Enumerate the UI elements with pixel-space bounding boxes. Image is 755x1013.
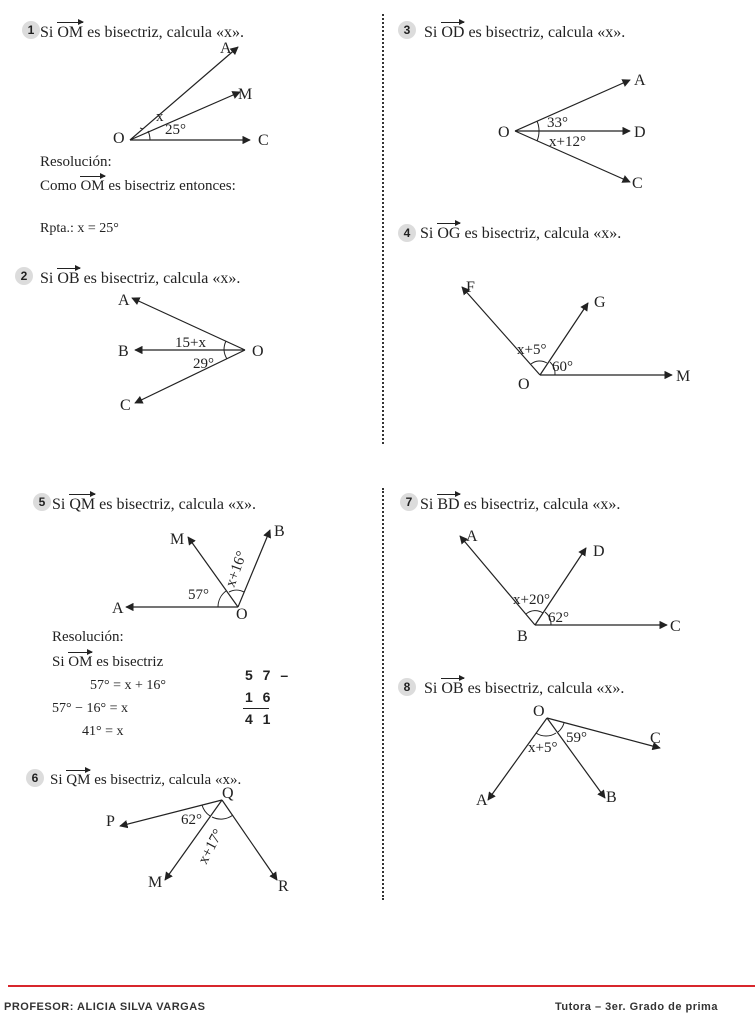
p7-label-D: D bbox=[593, 543, 605, 560]
p5-step-2: 57° − 16° = x bbox=[52, 701, 128, 716]
statement-text: Si bbox=[424, 680, 442, 697]
p3-label-C: C bbox=[632, 175, 643, 192]
footer-teacher: PROFESOR: ALICIA SILVA VARGAS bbox=[4, 1001, 206, 1013]
statement-text: Si bbox=[40, 270, 58, 287]
p1-label-C: C bbox=[258, 132, 269, 149]
p7-label-C: C bbox=[670, 618, 681, 635]
statement-text: es bisectriz, calcula «x». bbox=[459, 496, 621, 513]
statement-text: Si bbox=[52, 654, 69, 670]
problem-1-number: 1 bbox=[22, 21, 40, 39]
problem-5-number: 5 bbox=[33, 493, 51, 511]
p6-label-Q: Q bbox=[222, 785, 234, 802]
p6-label-P: P bbox=[106, 813, 115, 830]
p1-label-angle: 25° bbox=[165, 122, 186, 138]
footer-rule bbox=[8, 985, 755, 987]
statement-text: es bisectriz, calcula «x». bbox=[460, 225, 622, 242]
p1-label-M: M bbox=[238, 86, 253, 103]
ray-notation: OM bbox=[57, 21, 83, 42]
p2-label-B: B bbox=[118, 343, 129, 360]
p2-label-C: C bbox=[120, 397, 131, 414]
p6-label-left: 62° bbox=[181, 812, 202, 828]
p6-label-right: x+17° bbox=[195, 826, 227, 867]
ray-notation: QM bbox=[66, 769, 90, 789]
ray-notation: OB bbox=[57, 267, 79, 288]
problem-2-number: 2 bbox=[15, 267, 33, 285]
ray-notation: OM bbox=[68, 651, 92, 671]
p6-label-R: R bbox=[278, 878, 289, 895]
problem-6-number: 6 bbox=[26, 769, 44, 787]
p7-label-B: B bbox=[517, 628, 528, 645]
p4-label-right: 60° bbox=[552, 359, 573, 375]
statement-text: Si bbox=[420, 225, 438, 242]
ray-notation: OD bbox=[441, 21, 464, 42]
statement-text: Como bbox=[40, 178, 81, 194]
p1-resolution-title: Resolución: bbox=[40, 154, 112, 170]
statement-text: Si bbox=[40, 24, 58, 41]
p5-label-M: M bbox=[170, 531, 185, 548]
p5-label-B: B bbox=[274, 523, 285, 540]
statement-text: Si bbox=[424, 24, 442, 41]
statement-text: es bisectriz, calcula «x». bbox=[464, 24, 626, 41]
p8-label-right: 59° bbox=[566, 730, 587, 746]
p8-label-B: B bbox=[606, 789, 617, 806]
p8-label-left: x+5° bbox=[528, 740, 558, 756]
statement-text: es bisectriz bbox=[92, 654, 164, 670]
p8-label-A: A bbox=[476, 792, 488, 809]
p3-label-top: 33° bbox=[547, 115, 568, 131]
p4-label-left: x+5° bbox=[517, 342, 547, 358]
problem-7-number: 7 bbox=[400, 493, 418, 511]
p3-label-A: A bbox=[634, 72, 646, 89]
statement-text: es bisectriz, calcula «x». bbox=[83, 24, 244, 41]
p5-step-3: 41° = x bbox=[82, 724, 124, 739]
ray-notation: BD bbox=[437, 493, 459, 514]
p2-label-O: O bbox=[252, 343, 264, 360]
p7-label-left: x+20° bbox=[513, 592, 550, 608]
problem-8-number: 8 bbox=[398, 678, 416, 696]
p5-label-right: x+16° bbox=[222, 549, 251, 590]
p7-label-A: A bbox=[466, 528, 478, 545]
ray-notation: OB bbox=[441, 677, 463, 698]
statement-text: Si bbox=[50, 772, 67, 788]
p1-label-O: O bbox=[113, 130, 125, 147]
statement-text: Si bbox=[420, 496, 438, 513]
p5-calc-line-1: 5 7 – bbox=[245, 667, 292, 683]
p4-label-F: F bbox=[466, 279, 475, 296]
p2-label-bottom: 29° bbox=[193, 356, 214, 372]
p5-calc-line-3: 4 1 bbox=[245, 711, 274, 727]
p3-label-O: O bbox=[498, 124, 510, 141]
p5-step-1: 57° = x + 16° bbox=[90, 678, 166, 693]
p5-label-O: O bbox=[236, 606, 248, 623]
p8-label-O: O bbox=[533, 703, 545, 720]
problem-3-number: 3 bbox=[398, 21, 416, 39]
p2-label-A: A bbox=[118, 292, 130, 309]
ray-notation: OM bbox=[80, 175, 104, 195]
p4-label-O: O bbox=[518, 376, 530, 393]
p5-resolution-title: Resolución: bbox=[52, 629, 124, 645]
p1-label-x: x bbox=[156, 109, 164, 125]
p3-label-D: D bbox=[634, 124, 646, 141]
statement-text: es bisectriz, calcula «x». bbox=[79, 270, 241, 287]
statement-text: es bisectriz, calcula «x». bbox=[463, 680, 625, 697]
statement-text: es bisectriz, calcula «x». bbox=[90, 772, 242, 788]
p4-label-G: G bbox=[594, 294, 606, 311]
p5-calc-line-2: 1 6 bbox=[245, 689, 274, 705]
p5-label-A: A bbox=[112, 600, 124, 617]
p4-label-M: M bbox=[676, 368, 691, 385]
statement-text: Si bbox=[52, 496, 70, 513]
statement-text: es bisectriz entonces: bbox=[104, 178, 236, 194]
p1-label-A: A bbox=[220, 40, 232, 57]
problem-4-number: 4 bbox=[398, 224, 416, 242]
footer-course: Tutora – 3er. Grado de prima bbox=[555, 1001, 718, 1013]
p3-label-bottom: x+12° bbox=[549, 134, 586, 150]
p8-label-C: C bbox=[650, 730, 661, 747]
p2-label-top: 15+x bbox=[175, 335, 206, 351]
p1-answer: Rpta.: x = 25° bbox=[40, 221, 119, 236]
ray-notation: OG bbox=[437, 222, 460, 243]
p7-label-right: 62° bbox=[548, 610, 569, 626]
p5-label-left: 57° bbox=[188, 587, 209, 603]
p6-label-M: M bbox=[148, 874, 163, 891]
ray-notation: QM bbox=[69, 493, 95, 514]
statement-text: es bisectriz, calcula «x». bbox=[95, 496, 256, 513]
